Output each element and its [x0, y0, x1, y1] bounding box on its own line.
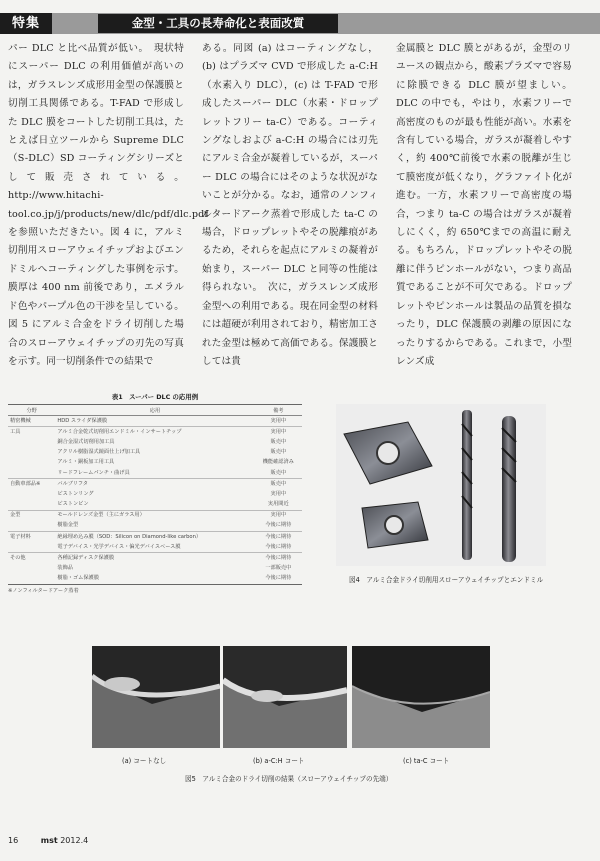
- body-column-3: [396, 40, 572, 371]
- figure-4-caption: 図4 アルミ合金ドライ切削用スローアウェイチップとエンドミル: [349, 576, 544, 584]
- table-cell-cat: [8, 564, 55, 574]
- a-c-h-coated-tip-image: [223, 646, 347, 748]
- table-row: [8, 521, 302, 532]
- table-cell-cat: 工具: [8, 427, 55, 438]
- table-cell-cat: 精密機械: [10, 417, 31, 424]
- table-row: [8, 468, 302, 479]
- table-cell-note: 販売中: [270, 449, 287, 456]
- figure-4-photo: [336, 404, 546, 566]
- table-row: [8, 553, 302, 564]
- table-cell-note: 実用中: [255, 427, 302, 438]
- body-text-1: パー DLC と比べ品質が低い。 現状特にスーパー DLC の利用価値が高いのは，ガラスレンズ成形用金型の保護膜と切削工具関係である。T-FAD で形成した DLC 膜をコートした切削工具は，たとえば日立ツールから Supreme DLC（S-DLC）SD コーティングシリーズとして販売されている。http://www.hitachi-tool.co.jp/j/products/new/dlc/pdf/dlc.pdf を参照いただきたい。図 4 に，アルミ切削用スローアウェイチップおよびエンドミルへコーティングした事例を示す。膜厚は 400 nm 前後であり，エメラルド色やパープル色の干渉を呈している。図 5 にアルミ合金をドライ切削した場合のスローアウェイチップの刃先の写真を示す。同一切削条件での結果で: [8, 43, 209, 367]
- table-cell-use: リードフレームパンチ・曲げ具: [57, 469, 130, 476]
- drill-bit: [462, 410, 472, 560]
- table-cell-use: モールドレンズ金型（主にガラス用）: [55, 510, 254, 521]
- figure-5-caption: 図5 アルミ合金のドライ切削の結果（スローアウェイチップの先端）: [185, 775, 393, 783]
- insert-and-endmill-image: [336, 404, 546, 566]
- feature-title: 金型・工具の長寿命化と表面改質: [98, 14, 338, 33]
- body-column-1: [8, 40, 209, 371]
- table-cell-cat: [8, 448, 55, 458]
- table-cell-cat: [8, 458, 55, 468]
- table-cell-note: 販売中: [270, 438, 287, 445]
- table-row: [8, 564, 302, 574]
- table-cell-note: 今後に期待: [265, 543, 292, 550]
- table-cell-note: 実用間近: [267, 501, 289, 508]
- table-1: [8, 392, 302, 594]
- table-cell-use: 装飾品: [57, 565, 73, 572]
- table-cell-use: 樹脂金型: [57, 522, 79, 529]
- table-cell-use: ピストンリング: [57, 490, 94, 497]
- table-cell-note: 今後に期待: [255, 553, 302, 564]
- ta-c-coated-tip-image: [352, 646, 490, 748]
- table-cell-note: 実用中: [255, 510, 302, 521]
- body-column-2: [202, 40, 378, 371]
- journal-name: mst: [40, 836, 58, 845]
- end-mill: [502, 416, 516, 562]
- table-cell-use: バルブリフタ: [55, 479, 254, 490]
- table-cell-note: 販売中: [270, 469, 287, 476]
- table-note: ※ノンフィルタードアーク蒸着: [8, 588, 79, 594]
- table-row: [8, 416, 302, 427]
- table-cell-use: 各種記録ディスク保護膜: [55, 553, 254, 564]
- table-cell-note: 販売中: [255, 479, 302, 490]
- table-cell-note: 今後に期待: [255, 574, 302, 585]
- table-cell-use: HDD スライダ保護膜: [57, 417, 108, 424]
- table-row: [8, 542, 302, 553]
- table-row: [8, 479, 302, 490]
- table-cell-cat: [8, 500, 55, 511]
- table-cell-note: 今後に期待: [255, 532, 302, 543]
- table-cell-use: ピストンピン: [57, 501, 89, 508]
- table-cell-cat: 電子材料: [8, 532, 55, 543]
- table-cell-cat: [8, 521, 55, 532]
- col-header-remarks: 備考: [255, 405, 302, 416]
- figure-5a-label: (a) コートなし: [122, 757, 167, 765]
- table-cell-cat: [8, 468, 55, 479]
- feature-tag: 特集: [0, 13, 52, 34]
- table-row: [8, 500, 302, 511]
- page-number: 16: [8, 836, 19, 845]
- table-cell-use: 絶縁埋め込み膜（SOD：Silicon on Diamond-like carbon）: [55, 532, 254, 543]
- page-footer: [8, 836, 88, 845]
- table-cell-use: 銅合金湿式切削用加工具: [57, 438, 115, 445]
- body-text-2: ある。同図 (a) はコーティングなし，(b) はプラズマ CVD で形成した a-C:H（水素入り DLC），(c) は T-FAD で形成したスーパー DLC（水素・ドロップレットフリー ta-C）である。コーティングなしおよび a-C:H の場合には刃先にアルミ合金が凝着しているが，スーパー DLC の場合にはそのような状況がないことが分かる。なお，通常のノンフィルタードアーク蒸着で形成した ta-C の場合，ドロップレットやその脱離痕があるため，それらを起点にアルミの凝着が始まり，スーパー DLC と同等の性能は得られない。 次に，ガラスレンズ成形金型への利用である。現在同金型の材料には超硬が利用されており，精密加工された金型は極めて高価である。保護膜としては貴: [202, 43, 378, 367]
- table-row: [8, 489, 302, 499]
- table-header-row: [8, 405, 302, 416]
- figure-5c-label: (c) ta-C コート: [403, 757, 450, 765]
- table-row: [8, 510, 302, 521]
- table-cell-use: 樹脂・ゴム保護膜: [55, 574, 254, 585]
- table-cell-cat: [8, 574, 55, 585]
- table-cell-cat: その他: [8, 553, 55, 564]
- col-header-application: 応用: [55, 405, 254, 416]
- table-caption: 表1 スーパー DLC の応用例: [111, 393, 199, 401]
- table-body: [8, 416, 302, 585]
- table-cell-note: 一部販売中: [265, 565, 292, 572]
- table-row: [8, 437, 302, 447]
- figure-5a-photo: [92, 646, 220, 748]
- figure-5b-label: (b) a-C:H コート: [253, 757, 305, 765]
- table-cell-cat: [8, 489, 55, 499]
- section-header: [0, 13, 600, 34]
- table-cell-cat: [8, 437, 55, 447]
- table-cell-note: 今後に期待: [265, 522, 292, 529]
- body-text-3: 金属膜と DLC 膜とがあるが，金型のリユースの観点から，酸素プラズマで容易に除膜できる DLC 膜が望ましい。DLC の中でも，やはり，水素フリーで高密度のものが最も性能が高い。水素を含有している場合，ガラスが凝着しやすく，約 400℃前後で水素の脱離が生じて膜密度が低くなり，グラファイト化が進む。一方，水素フリーで高密度の場合，つまり ta-C の場合はガラスが凝着しにくく，約 650℃までの高温に耐える。もちろん，ドロップレットやその脱離に伴うピンホールがない，つまり高品質であることが不可欠である。ドロップレットやピンホールは製品の品質を損なったり，DLC 保護膜の剥離の原因になったりするからである。これまで，小型レンズ成: [396, 43, 572, 367]
- table-cell-use: アルミ合金乾式切削用エンドミル・インサートチップ: [55, 427, 254, 438]
- table-row: [8, 532, 302, 543]
- table-row: [8, 448, 302, 458]
- table-cell-use: アクリル樹脂湿式鏡面仕上げ加工具: [57, 449, 141, 456]
- figure-5c-photo: [352, 646, 490, 748]
- table-row: [8, 458, 302, 468]
- table-cell-note: 実用中: [270, 490, 287, 497]
- application-table: [8, 404, 302, 585]
- table-cell-cat: 金型: [8, 510, 55, 521]
- table-cell-cat: [8, 542, 55, 553]
- table-cell-cat: 自動車部品※: [8, 479, 55, 490]
- figure-5b-photo: [223, 646, 347, 748]
- table-cell-use: アルミ・銅板加工用工具: [57, 459, 115, 466]
- uncoated-tip-image: [92, 646, 220, 748]
- table-cell-use: 電子デバイス・光学デバイス・偏光デバイスベース膜: [57, 543, 181, 550]
- table-cell-note: 機能確認済み: [262, 459, 294, 466]
- table-row: [8, 427, 302, 438]
- table-cell-note: 実用中: [270, 417, 287, 424]
- table-row: [8, 574, 302, 585]
- col-header-field: 分野: [8, 405, 55, 416]
- issue-date: 2012.4: [60, 836, 89, 845]
